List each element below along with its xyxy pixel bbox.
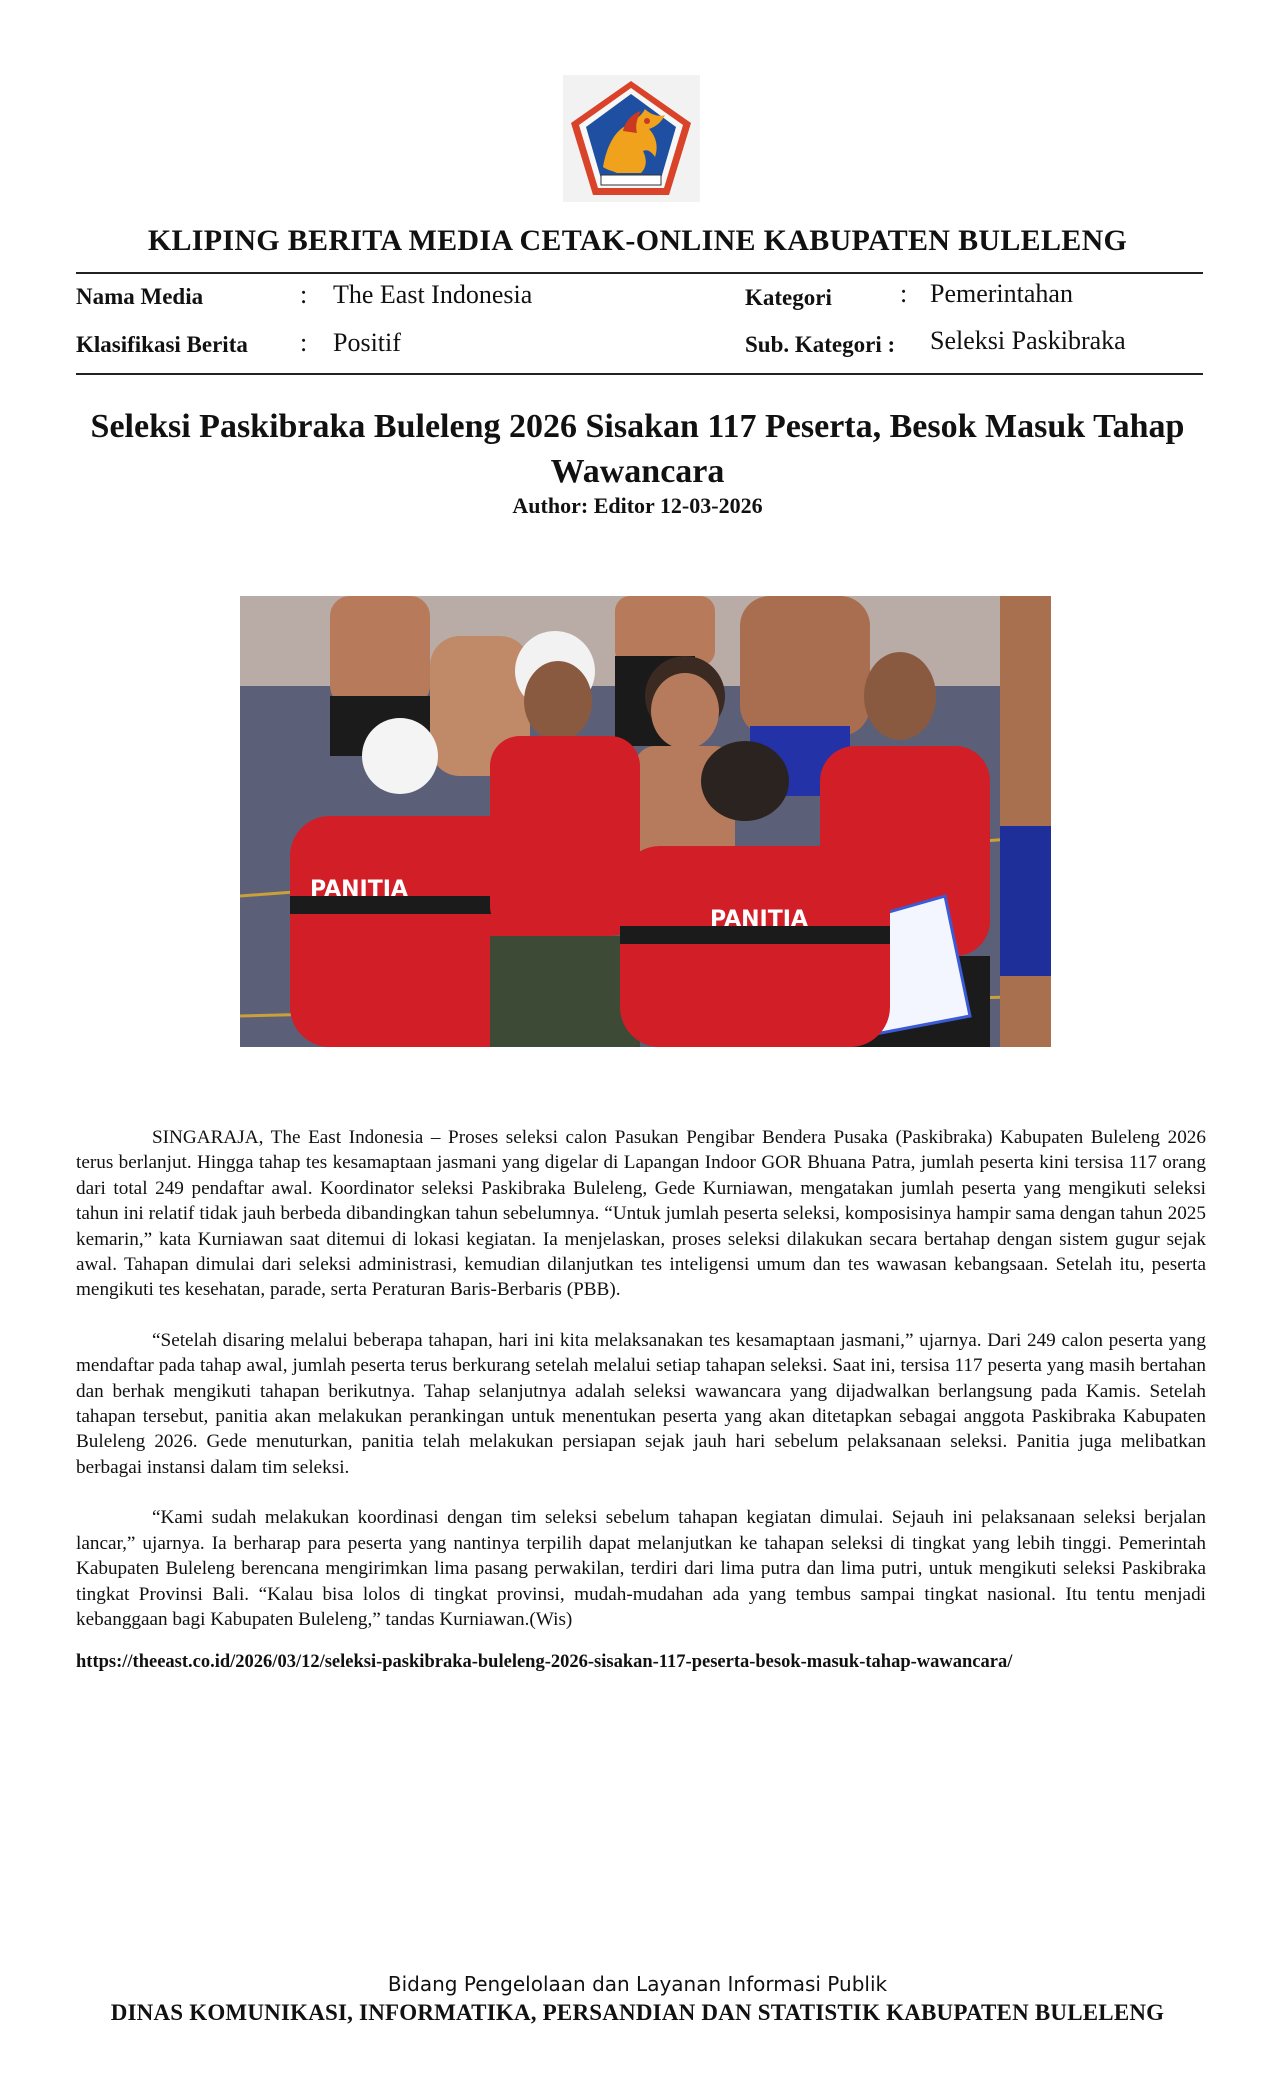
category-label: Kategori bbox=[745, 285, 832, 310]
article-headline: Seleksi Paskibraka Buleleng 2026 Sisakan 117 Peserta, Besok Masuk Tahap Wawancara bbox=[90, 408, 1185, 490]
subcategory-value: Seleksi Paskibraka bbox=[930, 326, 1126, 355]
footer-agency: DINAS KOMUNIKASI, INFORMATIKA, PERSANDIAN DAN STATISTIK KABUPATEN BULELENG bbox=[110, 2000, 1165, 2025]
article-body bbox=[76, 1125, 1206, 1657]
subcategory-label: Sub. Kategori : bbox=[745, 332, 896, 357]
article-paragraph: “Setelah disaring melalui beberapa tahapan, hari ini kita melaksanakan tes kesamaptaan jasmani,” ujarnya. Dari 249 calon peserta yang mendaftar pada tahap awal, jumlah peserta terus berkurang setelah melalui setiap tahapan seleksi. Saat ini, tersisa 117 peserta yang masih bertahan dan berhak mengikuti tahapan berikutnya. Tahap selanjutnya adalah seleksi wawancara yang dijadwalkan berlangsung pada Kamis. Setelah tahapan tersebut, panitia akan melakukan perankingan untuk menentukan peserta yang akan ditetapkan sebagai anggota Paskibraka Kabupaten Buleleng 2026. Gede menuturkan, panitia telah melakukan persiapan sejak jauh hari sebelum pelaksanaan seleksi. Panitia juga melibatkan berbagai instansi dalam tim seleksi. bbox=[76, 1329, 1206, 1478]
document-title: KLIPING BERITA MEDIA CETAK-ONLINE KABUPATEN BULELENG bbox=[147, 224, 1128, 257]
article-author-line: Author: Editor 12-03-2026 bbox=[512, 493, 763, 518]
jersey-text-right: PANITIA bbox=[710, 907, 808, 932]
media-value: The East Indonesia bbox=[333, 280, 533, 309]
article-paragraph: “Kami sudah melakukan koordinasi dengan tim seleksi sebelum tahapan kegiatan dimulai. Sejauh ini pelaksanaan seleksi berjalan lancar,” ujarnya. Ia berharap para peserta yang nantinya terpilih dapat melanjutkan ke tahapan seleksi di tingkat yang lebih tinggi. Pemerintah Kabupaten Buleleng berencana mengirimkan lima pasang perwakilan, terdiri dari lima putra dan lima putri, untuk mengikuti seleksi Paskibraka tingkat Provinsi Bali. “Kalau bisa lolos di tingkat provinsi, mudah-mudahan ada yang tembus sampai tingkat nasional. Itu tentu menjadi kebanggaan bagi Kabupaten Buleleng,” tandas Kurniawan.(Wis) bbox=[76, 1507, 1206, 1630]
classification-colon: : bbox=[300, 328, 308, 357]
jersey-text-left: PANITIA bbox=[310, 877, 408, 902]
classification-label: Klasifikasi Berita bbox=[76, 332, 248, 357]
article-paragraph: SINGARAJA, The East Indonesia – Proses seleksi calon Pasukan Pengibar Bendera Pusaka (Paskibraka) Kabupaten Buleleng 2026 terus berlanjut. Hingga tahap tes kesamaptaan jasmani yang digelar di Lapangan Indoor GOR Bhuana Patra, jumlah peserta kini tersisa 117 orang dari total 249 pendaftar awal. Koordinator seleksi Paskibraka Buleleng, Gede Kurniawan, mengatakan jumlah peserta yang mengikuti seleksi tahun ini relatif tidak jauh berbeda dibandingkan tahun sebelumnya. “Untuk jumlah peserta seleksi, komposisinya hampir sama dengan tahun 2025 kemarin,” kata Kurniawan saat ditemui di lokasi kegiatan. Ia menjelaskan, proses seleksi dilakukan secara bertahap dengan sistem gugur sejak awal. Tahapan dimulai dari seleksi administrasi, kemudian dilanjutkan tes inteligensi umum dan tes wawasan kebangsaan. Setelah itu, peserta mengikuti tes kesehatan, parade, serta Peraturan Baris-Berbaris (PBB). bbox=[76, 1127, 1206, 1301]
buleleng-emblem-logo bbox=[563, 75, 700, 202]
header-divider-bottom bbox=[76, 373, 1203, 375]
footer-division: Bidang Pengelolaan dan Layanan Informasi Publik bbox=[387, 1972, 888, 1996]
media-label: Nama Media bbox=[76, 284, 204, 309]
category-value: Pemerintahan bbox=[930, 279, 1073, 308]
article-photo bbox=[240, 596, 1051, 1047]
category-colon: : bbox=[900, 279, 908, 308]
classification-value: Positif bbox=[333, 328, 401, 357]
media-colon: : bbox=[300, 280, 308, 309]
source-link[interactable]: https://theeast.co.id/2026/03/12/seleksi-paskibraka-buleleng-2026-sisakan-117-peserta-besok-masuk-tahap-wawancara/ bbox=[76, 1652, 1013, 1672]
header-divider-top bbox=[76, 272, 1203, 274]
